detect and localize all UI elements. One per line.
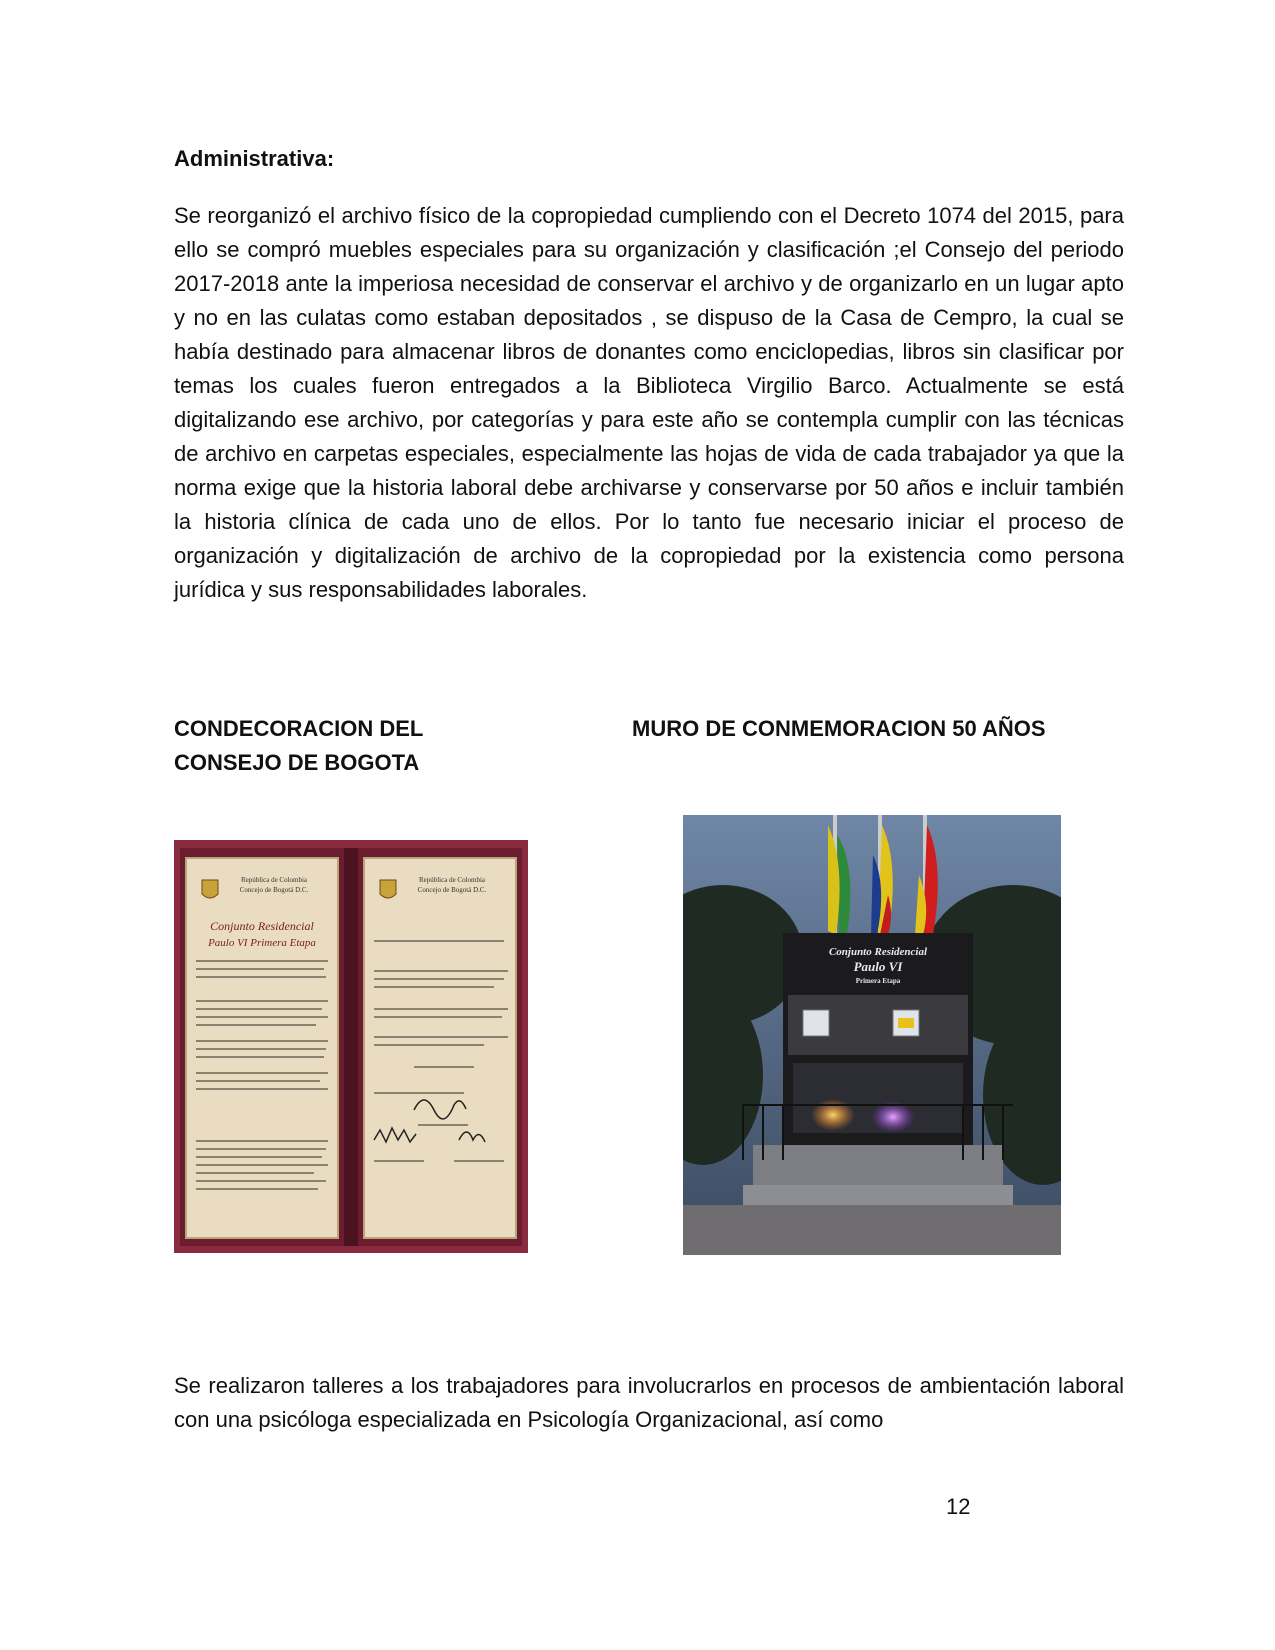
- memorial-wall-image: [683, 815, 1061, 1255]
- cert-right-header: República de Colombia: [418, 876, 486, 884]
- cert-left-title-line2: Paulo VI Primera Etapa: [208, 937, 316, 949]
- cert-right-subheader: Concejo de Bogotá D.C.: [417, 886, 487, 894]
- caption-decoration: [174, 712, 494, 780]
- certificate-image: [174, 840, 528, 1253]
- caption-decoration-line2: CONSEJO DE BOGOTA: [174, 750, 420, 775]
- monument-line1: Conjunto Residencial: [828, 946, 928, 958]
- shield-icon: [202, 880, 218, 898]
- cert-left-title-line1: Conjunto Residencial: [210, 919, 314, 933]
- cert-left-subheader: Concejo de Bogotá D.C.: [239, 886, 309, 894]
- section-heading: Administrativa:: [174, 146, 335, 171]
- archive-paragraph: Se reorganizó el archivo físico de la copropiedad cumpliendo con el Decreto 1074 del 2015, para ello se compró muebles especiales para su organización y clasificación ;el Consejo del periodo 2017-2018 ante la imperiosa necesidad de conservar el archivo y de organizarlo en un lugar apto y no en las culatas como estaban depositados , se dispuso de la Casa de Cempro, la cual se había destinado para almacenar libros de donantes como enciclopedias, libros sin clasificar por temas los cuales fueron entregados a la Biblioteca Virgilio Barco. Actualmente se está digitalizando ese archivo, por categorías y para este año se contempla cumplir con las técnicas de archivo en carpetas especiales, especialmente las hojas de vida de cada trabajador ya que la norma exige que la historia laboral debe archivarse y conservarse por 50 años e incluir también la historia clínica de cada uno de ellos. Por lo tanto fue necesario iniciar el proceso de organización y digitalización de archivo de la copropiedad por la existencia como persona jurídica y sus responsabilidades laborales.: [174, 203, 1124, 602]
- memorial-wall-photo: [683, 815, 1061, 1255]
- cert-left-header: República de Colombia: [240, 876, 308, 884]
- caption-memorial-wall: MURO DE CONMEMORACION 50 AÑOS: [632, 716, 1046, 741]
- certificate-photo: [174, 840, 528, 1253]
- monument-line2: Paulo VI: [853, 959, 903, 974]
- monument-line3: Primera Etapa: [855, 977, 901, 985]
- caption-decoration-line1: CONDECORACION DEL: [174, 716, 424, 741]
- workshops-paragraph: Se realizaron talleres a los trabajadores para involucrarlos en procesos de ambientación laboral con una psicóloga especializada en Psicología Organizacional, así como: [174, 1373, 1124, 1432]
- page-number: 12: [946, 1494, 971, 1519]
- shield-icon: [380, 880, 396, 898]
